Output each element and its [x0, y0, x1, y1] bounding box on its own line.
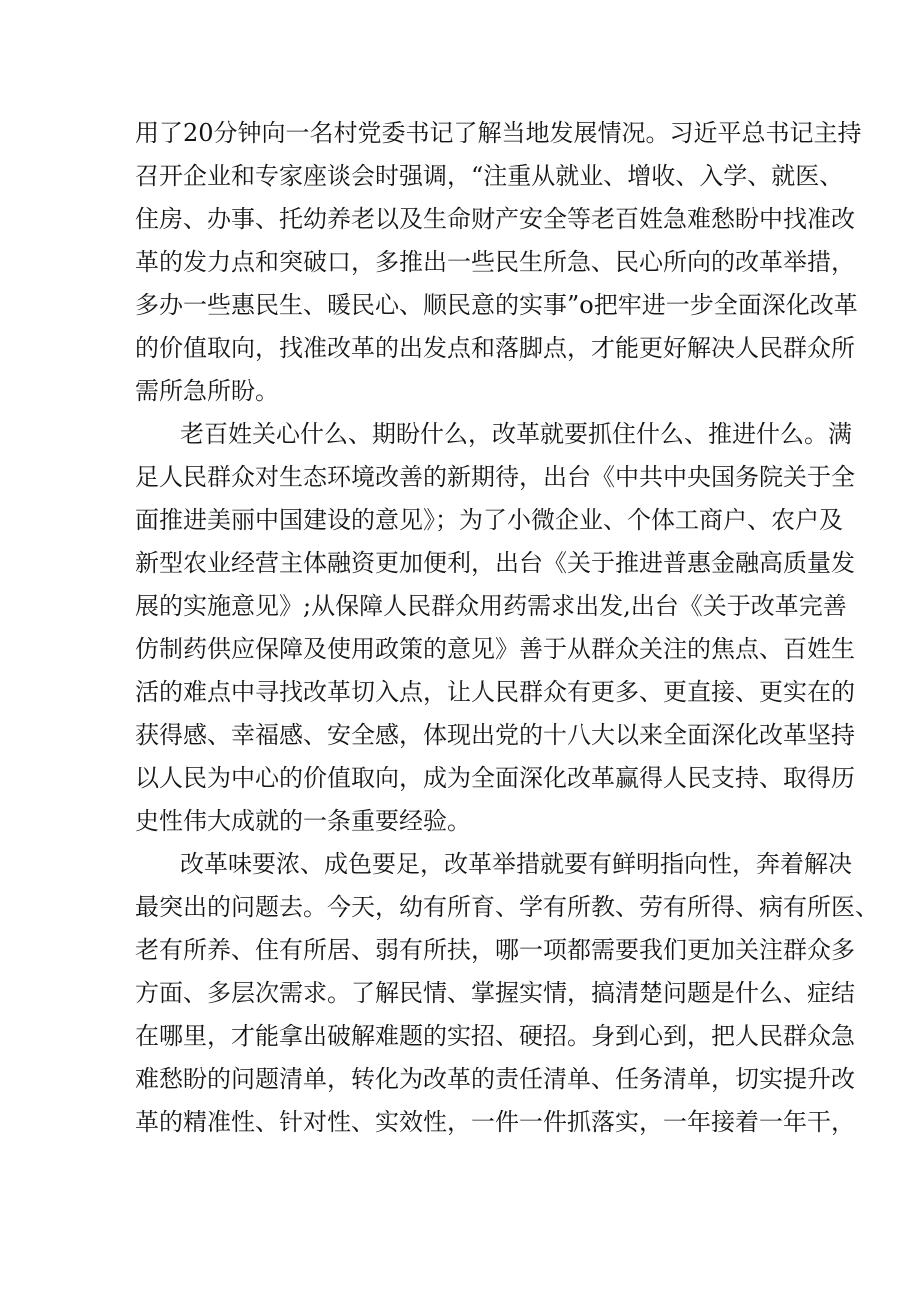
text-line: 难愁盼的问题清单，转化为改革的责任清单、任务清单，切实提升改	[135, 1065, 855, 1093]
text-line: 足人民群众对生态环境改善的新期待，出台《中共中央国务院关于全	[135, 463, 855, 491]
text-line: 面推进美丽中国建设的意见》；为了小微企业、个体工商户、农户及	[135, 506, 843, 534]
text-line: 的价值取向，找准改革的出发点和落脚点，才能更好解决人民群众所	[135, 334, 855, 362]
text-line: 老有所养、住有所居、弱有所扶，哪一项都需要我们更加关注群众多	[135, 936, 855, 964]
text-line: 新型农业经营主体融资更加便利，出台《关于推进普惠金融高质量发	[135, 549, 855, 577]
text-line: 仿制药供应保障及使用政策的意见》善于从群众关注的焦点、百姓生	[135, 635, 855, 663]
text-line: 革的精准性、针对性、实效性，一件一件抓落实，一年接着一年干，	[135, 1108, 855, 1136]
text-line: 获得感、幸福感、安全感，体现出党的十八大以来全面深化改革坚持	[135, 721, 855, 749]
text-line: 需所急所盼。	[135, 377, 279, 405]
text-line: 召开企业和专家座谈会时强调，“注重从就业、增收、入学、就医、	[135, 162, 844, 190]
text-line: 在哪里，才能拿出破解难题的实招、硬招。身到心到，把人民群众急	[135, 1022, 855, 1050]
text-line: 多办一些惠民生、暖民心、顺民意的实事”o把牢进一步全面深化改革	[135, 291, 858, 319]
text-line: 活的难点中寻找改革切入点，让人民群众有更多、更直接、更实在的	[135, 678, 855, 706]
text-line: 革的发力点和突破口，多推出一些民生所急、民心所向的改革举措，	[135, 248, 855, 276]
text-line: 住房、办事、托幼养老以及生命财产安全等老百姓急难愁盼中找准改	[135, 205, 855, 233]
text-line: 史性伟大成就的一条重要经验。	[135, 807, 471, 835]
text-line: 最突出的问题去。今天，幼有所育、学有所教、劳有所得、病有所医、	[135, 893, 879, 921]
text-line: 展的实施意见》;从保障人民群众用药需求出发,出台《关于改革完善	[135, 592, 847, 620]
text-line: 以人民为中心的价值取向，成为全面深化改革赢得人民支持、取得历	[135, 764, 855, 792]
text-line: 用了20分钟向一名村党委书记了解当地发展情况。习近平总书记主持	[135, 119, 862, 147]
text-line: 方面、多层次需求。了解民情、掌握实情，搞清楚问题是什么、症结	[135, 979, 855, 1007]
text-line: 改革味要浓、成色要足，改革举措就要有鲜明指向性，奔着解决	[180, 850, 852, 878]
text-line: 老百姓关心什么、期盼什么，改革就要抓住什么、推进什么。满	[180, 420, 852, 448]
